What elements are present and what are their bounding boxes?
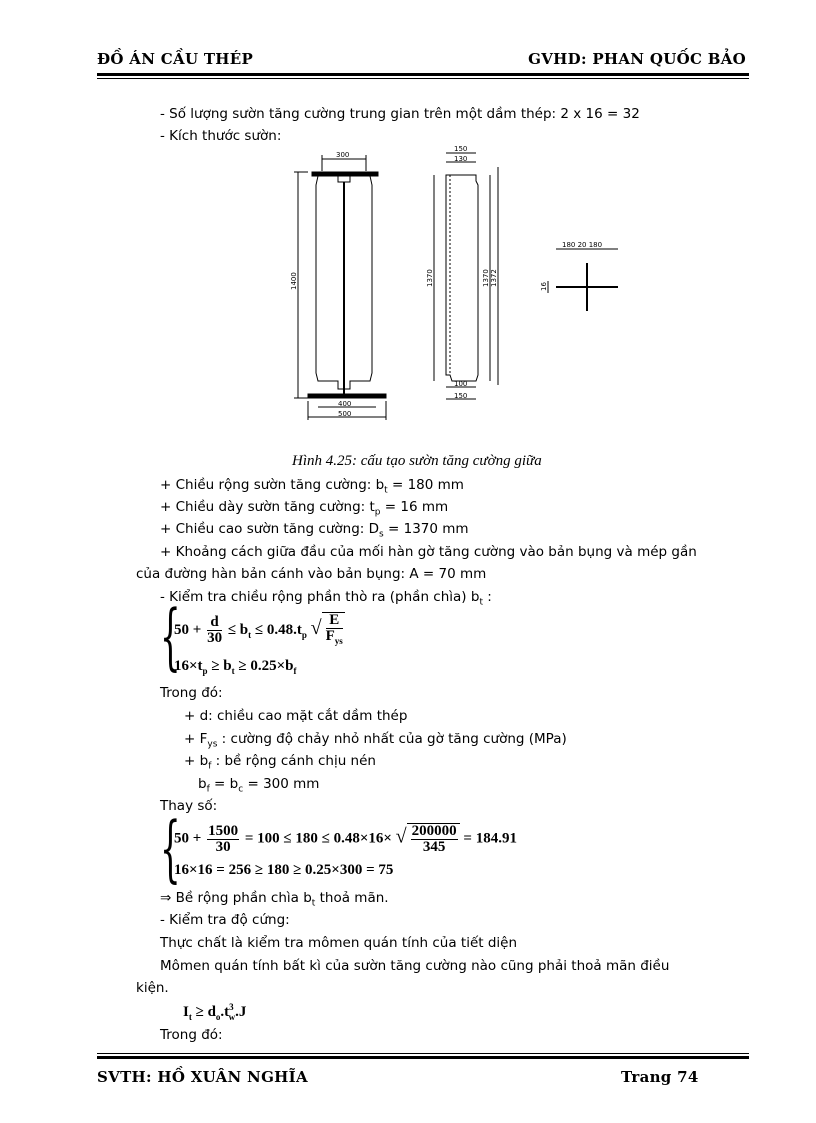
brace-2: { bbox=[160, 806, 181, 890]
dim-label: 150 bbox=[454, 392, 468, 400]
line-rib-thickness: + Chiều dày sườn tăng cường: $t_p = 16$ mm bbox=[160, 499, 449, 518]
header-right: GVHD: PHAN QUỐC BẢO bbox=[528, 50, 746, 68]
brace-1: { bbox=[160, 594, 181, 678]
footer-right: Trang 74 bbox=[621, 1068, 699, 1086]
dim-label: 16 bbox=[540, 282, 548, 291]
dim-label: 1400 bbox=[290, 272, 298, 290]
line-check-stiffness: - Kiểm tra độ cứng: bbox=[160, 912, 290, 928]
figure-caption: Hình 4.25: cấu tạo sườn tăng cường giữa bbox=[292, 453, 542, 469]
formula-1a: 50 + $\frac{d}{30}$ ≤ $b_t \le 0.48.t_p$ √ $\frac{E}{F_{ys}}$ bbox=[174, 612, 345, 649]
footer-left: SVTH: HỒ XUÂN NGHĨA bbox=[97, 1068, 308, 1086]
line-where-2: Trong đó: bbox=[160, 1027, 223, 1043]
formula-2b: 16×16 = 256 ≥ 180 ≥ 0.25×300 = 75 bbox=[174, 862, 394, 878]
dim-label: 400 bbox=[338, 400, 352, 408]
line-bf-value: $b_f = b_c = 300$ mm bbox=[198, 776, 320, 795]
line-inertia-cond-a: Mômen quán tính bất kì của sườn tăng cường nào cũng phải thoả mãn điều bbox=[160, 958, 670, 974]
footer-rule-thin bbox=[97, 1053, 749, 1054]
line-substitute: Thay số: bbox=[160, 798, 218, 814]
formula-2a: 50 + $\frac{1500}{30}$ = 100 ≤ 180 ≤ 0.48×16× √ $\frac{200000}{345}$ = 184.91 bbox=[174, 822, 517, 855]
dim-label: 130 bbox=[454, 155, 468, 163]
header-rule-thick bbox=[97, 73, 749, 76]
dim-label: 100 bbox=[454, 380, 468, 388]
line-rib-width: + Chiều rộng sườn tăng cường: $b_t = 180$ mm bbox=[160, 477, 464, 496]
rib-drawing bbox=[280, 145, 640, 430]
dim-label: 1370 bbox=[482, 269, 490, 287]
line-def-fys: + $F_{ys}$ : cường độ chảy nhỏ nhất của gờ tăng cường (MPa) bbox=[184, 731, 567, 750]
dim-label: 150 bbox=[454, 145, 468, 153]
line-def-bf: + $b_f$ : bề rộng cánh chịu nén bbox=[184, 753, 376, 772]
rib-plate-2 bbox=[446, 175, 478, 381]
formula-3: $I_t \ge d_o.t^3_w.J$ bbox=[183, 1002, 247, 1022]
line-rib-count: - Số lượng sườn tăng cường trung gian trên một dầm thép: 2 x 16 = 32 bbox=[160, 106, 640, 122]
formula-1b: $16\times t_p \ge b_t \ge 0.25\times b_f$ bbox=[174, 658, 297, 676]
dim-label: 1372 bbox=[490, 269, 498, 287]
dim-label: 1370 bbox=[426, 269, 434, 287]
top-flange bbox=[312, 172, 378, 176]
line-rib-height: + Chiều cao sườn tăng cường: $D_s = 1370$ mm bbox=[160, 521, 469, 540]
footer-rule-thick bbox=[97, 1056, 749, 1059]
header-rule-thin bbox=[97, 78, 749, 79]
line-inertia-check: Thực chất là kiểm tra mômen quán tính của tiết diện bbox=[160, 935, 518, 951]
line-weld-distance-b: của đường hàn bản cánh vào bản bụng: A = 70 mm bbox=[136, 566, 487, 582]
line-result: ⇒ Bề rộng phần chìa $b_t$ thoả mãn. bbox=[160, 890, 389, 909]
dim-label: 300 bbox=[336, 151, 350, 159]
line-rib-size: - Kích thước sườn: bbox=[160, 128, 282, 144]
header-left: ĐỒ ÁN CẦU THÉP bbox=[97, 50, 254, 68]
line-weld-distance-a: + Khoảng cách giữa đầu của mối hàn gờ tăng cường vào bản bụng và mép gần bbox=[160, 544, 697, 560]
line-check-width: - Kiểm tra chiều rộng phần thò ra (phần chìa) $b_t$ : bbox=[160, 589, 492, 608]
dim-label: 180 20 180 bbox=[562, 241, 603, 249]
line-def-d: + d: chiều cao mặt cắt dầm thép bbox=[184, 708, 408, 724]
bottom-flange bbox=[308, 394, 386, 398]
line-inertia-cond-b: kiện. bbox=[136, 980, 169, 996]
line-where-1: Trong đó: bbox=[160, 685, 223, 701]
dim-label: 500 bbox=[338, 410, 352, 418]
